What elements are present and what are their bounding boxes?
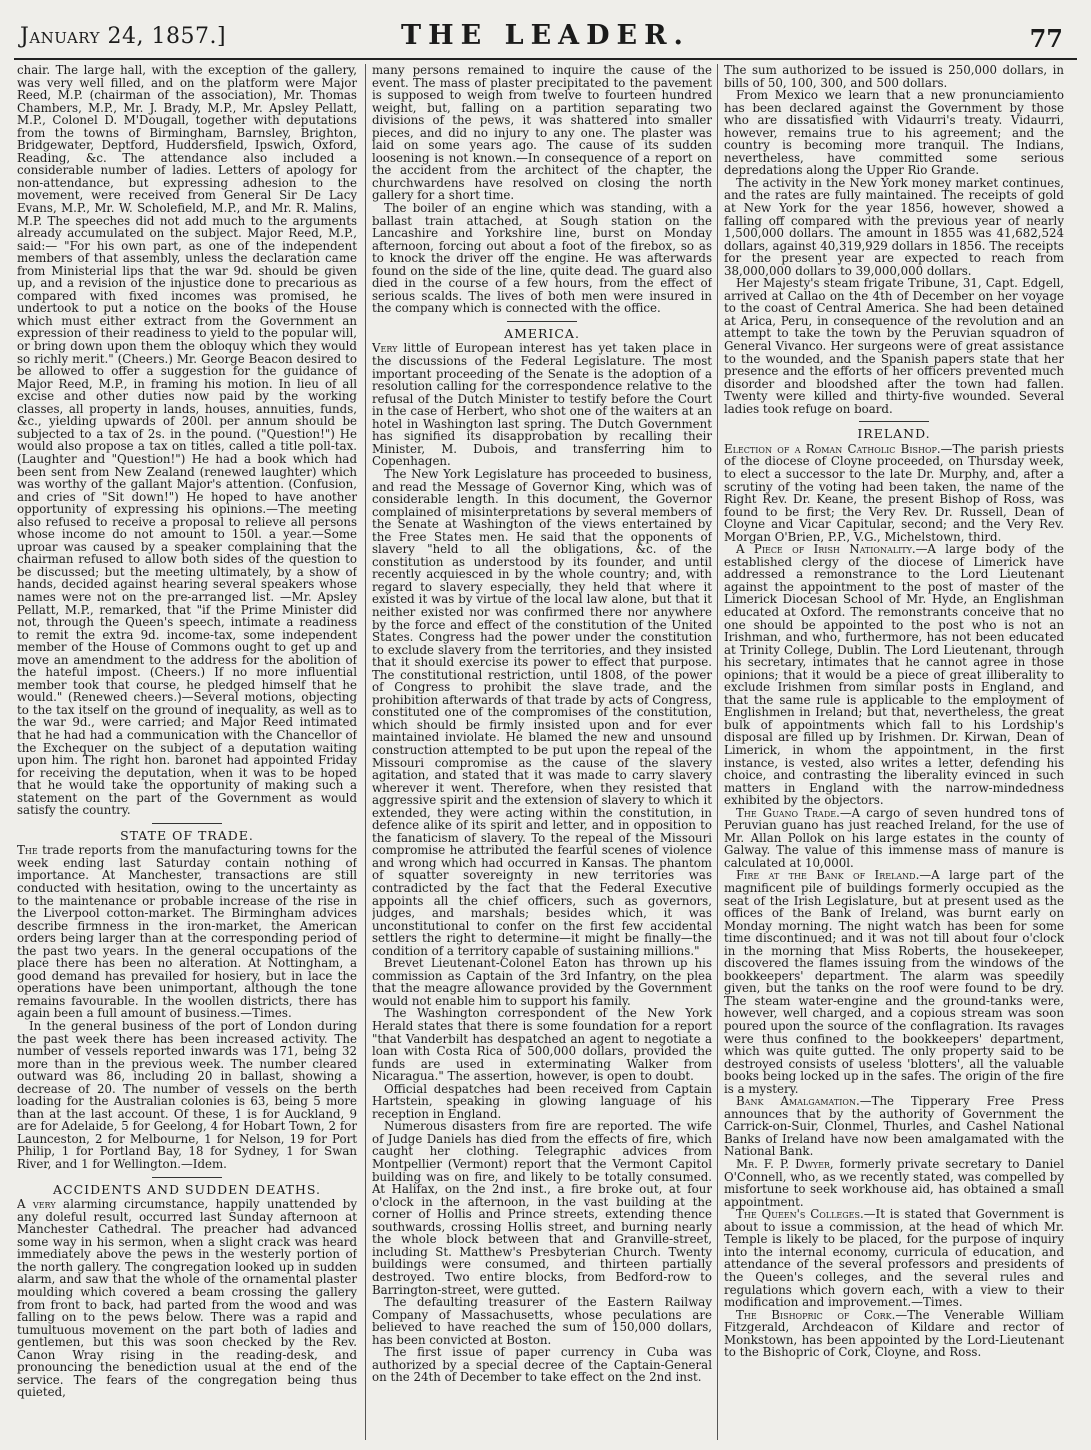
lead-words: Very bbox=[372, 341, 398, 356]
article-paragraph: In the general business of the port of London during the past week there has been increased activity. The number of vessels reported inwards was 171, being 32 more than in the previous week. The number cleared outward was 86, including 20 in ballast, showing a decrease of 20. The number of vessels on the berth loading for the Australian colonies is 63, being 5 more than at the last account. Of these, 1 is for Auckland, 9 are for Adelaide, 5 for Geelong, 4 for Hobart Town, 2 for Launceston, 2 for Melbourne, 1 for Nelson, 19 for Port Philip, 1 for Portland Bay, 18 for Sydney, 1 for Swan River, and 1 for Wellington.—Idem. bbox=[17, 1019, 357, 1172]
column-3 bbox=[724, 64, 1064, 1440]
column-1 bbox=[17, 64, 357, 1440]
article-paragraph bbox=[724, 807, 1064, 870]
article-paragraph bbox=[372, 342, 712, 467]
lead-words: A very bbox=[17, 1197, 56, 1212]
article-paragraph bbox=[724, 1095, 1064, 1158]
article-paragraph: The sum authorized to be issued is 250,000 dollars, in bills of 50, 100, 300, and 500 dollars. bbox=[724, 64, 1064, 90]
column-rule bbox=[717, 64, 718, 1440]
paragraph-heading: Bank Amalgamation. bbox=[736, 1094, 860, 1109]
column-rule bbox=[365, 64, 366, 1440]
paragraph-text: little of European interest has yet taken place in the discussions of the Federal Legislature. The most important proceeding of the Senate is the adoption of a resolution calling for the correspondence relative to the refusal of the Dutch Minister to testify before the Court in the case of Herbert, who shot one of the waiters at an hotel in Washington last spring. The Dutch Government has signified its disapprobation by recalling their Minister, M. Dubois, and transferring him to Copenhagen. bbox=[372, 341, 712, 469]
article-paragraph: The defaulting treasurer of the Eastern Railway Company of Massachusetts, whose peculations are believed to have reached the sum of 150,000 dollars, has been convicted at Boston. bbox=[372, 1295, 712, 1347]
paragraph-text: —The Venerable William Fitzgerald, Archdeacon of Kildare and rector of Monkstown, has been appointed by the Lord-Lieutenant to the Bishopric of Cork, Cloyne, and Ross. bbox=[724, 1307, 1064, 1360]
paragraph-text: —A large body of the established clergy of the diocese of Limerick have addressed a remonstrance to the Lord Lieutenant against the appointment to the post of master of the Limerick Diocesan School of Mr. Hyde, an Englishman educated at Oxford. The remonstrants conceive that no one should be appointed to the post who is not an Irishman, and who, furthermore, has not been educated at Trinity College, Dublin. The Lord Lieutenant, through his secretary, intimates that he cannot agree in those opinions; that it would be a piece of great illiberality to exclude Irishmen from similar posts in England, and that the same rule is applicable to the employment of Englishmen in Ireland; but that, nevertheless, the great bulk of appointments which fall to his Lordship's disposal are filled up by Irishmen. Dr. Kirwan, Dean of Limerick, in whom the appointment, in the first instance, is vested, also writes a letter, defending his choice, and contrasting the liberality evinced in such matters in England with the narrow-mindedness exhibited by the objectors. bbox=[724, 542, 1064, 808]
article-paragraph: many persons remained to inquire the cause of the event. The mass of plaster precipitated to the pavement is supposed to weigh from twelve to fourteen hundred weight, but, falling on a partition separating two divisions of the pews, it was shattered into smaller pieces, and did no injury to any one. The plaster was laid on some years ago. The cause of its sudden loosening is not known.—In consequence of a report on the accident from the architect of the chapter, the churchwardens have resolved on closing the north gallery for a short time. bbox=[372, 64, 712, 203]
paragraph-heading: Fire at the Bank of Ireland. bbox=[736, 868, 920, 883]
masthead bbox=[0, 0, 1091, 62]
section-heading-trade: STATE OF TRADE. bbox=[120, 827, 254, 843]
article-paragraph: Official despatches had been received from Captain Hartstein, speaking in glowing language of his reception in England. bbox=[372, 1081, 712, 1121]
paragraph-text: —It is stated that Government is about to issue a commission, at the head of which Mr. Temple is likely to be placed, for the purpose of inquiry into the internal economy, curricula of education, and attendance of the several professors and presidents of the Queen's colleges, and the several rules and regulations which govern each, with a view to their modification and improvement.—Times. bbox=[724, 1207, 1064, 1310]
article-paragraph: The first issue of paper currency in Cuba was authorized by a special decree of the Captain-General on the 24th of December to take effect on the 2nd inst. bbox=[372, 1345, 712, 1385]
article-paragraph bbox=[17, 1198, 357, 1399]
section-heading-ireland: IRELAND. bbox=[857, 426, 931, 442]
paragraph-text: —A cargo of seven hundred tons of Peruvian guano has just reached Ireland, for the use of Mr. Allan Pollok on his large estates in the county of Galway. The value of this immense mass of manure is calculated at 10,000l. bbox=[724, 805, 1064, 870]
article-paragraph bbox=[17, 844, 357, 1020]
section-divider bbox=[152, 1177, 222, 1178]
masthead-rule bbox=[14, 58, 1077, 60]
publication-title: THE LEADER. bbox=[401, 20, 690, 51]
paragraph-text: formerly private secretary to Daniel O'Connell, who, as we recently stated, was compelled by misfortune to seek workhouse aid, has obtained a small appointment. bbox=[724, 1157, 1064, 1209]
paragraph-text: —The parish priests of the diocese of Cloyne proceeded, on Thursday week, to elect a successor to the late Dr. Murphy, and, after a scrutiny of the voting had been taken, the name of the Right Rev. Dr. Keane, the present Bishop of Ross, was found to be first; the Very Rev. Dr. Russell, Dean of Cloyne and Vicar Capitular, second; and the Very Rev. Morgan O'Brien, P.P., V.G., Michelstown, third. bbox=[724, 441, 1064, 544]
lead-words: The bbox=[17, 843, 38, 858]
column-2 bbox=[372, 64, 712, 1440]
paragraph-heading: Mr. F. P. Dwyer, bbox=[736, 1157, 834, 1172]
article-paragraph bbox=[724, 869, 1064, 1095]
paragraph-text: trade reports from the manufacturing towns for the week ending last Saturday contain nothing of importance. At Manchester, transactions are still conducted with hesitation, owing to the uncertainty as to the maintenance or probable increase of the rise in the Liverpool cotton-market. The Birmingham advices describe firmness in the iron-market, the American orders being larger than at the corresponding period of the past two years. In the general occupations of the place there has been no alteration. At Nottingham, a good demand has prevailed for hosiery, but in lace the operations have been unimportant, although the tone remains favourable. In the woollen districts, there has again been a full amount of business.—Times. bbox=[17, 843, 357, 1021]
paragraph-heading: The Guano Trade. bbox=[736, 805, 840, 820]
section-heading-america: AMERICA. bbox=[504, 325, 580, 341]
article-paragraph: Brevet Lieutenant-Colonel Eaton has thrown up his commission as Captain of the 3rd Infantry, on the plea that the meagre allowance provided by the Government would not enable him to support his family. bbox=[372, 956, 712, 1008]
paragraph-text: —The Tipperary Free Press announces that by the authority of Government the Carrick-on-Suir, Clonmel, Thurles, and Cashel National Banks of Ireland have now been amalgamated with the National Bank. bbox=[724, 1094, 1064, 1159]
section-divider bbox=[507, 321, 577, 322]
article-paragraph: The New York Legislature has proceeded to business, and read the Message of Governor King, which was of considerable length. In this document, the Governor complained of misinterpretations by several members of the Senate at Washington of the views entertained by the Free States men. He said that the opponents of slavery "held to all the obligations, &c. of the constitution as understood by its founder, and until recently acquiesced in by the whole country; and, with regard to slavery especially, they held that where it existed it was by virtue of the local law alone, but that it neither existed nor was confirmed there nor anywhere by the force and effect of the constitution of the United States. Congress had the power under the constitution to exclude slavery from the territories, and they insisted that it should exercise its power to effect that purpose. The constitutional restriction, until 1808, of the power of Congress to prohibit the slave trade, and the prohibition afterwards of that trade by acts of Congress, constituted one of the compromises of the constitution, which should be firmly insisted upon and for ever maintained inviolate. He blamed the new and unsound construction attempted to be put upon the repeal of the Missouri compromise as the cause of the slavery agitation, and stated that it was made to carry slavery wherever it went. Therefore, when they resisted that aggressive spirit and the extension of slavery to which it extended, they were acting within the constitution, in defence alike of its spirit and letter, and in opposition to the fanaticism of slavery. To the repeal of the Missouri compromise he attributed the fearful scenes of violence and wrong which had occurred in Kansas. The phantom of squatter sovereignty in new territories was contradicted by the fact that the Federal Executive appoints all the chief officers, such as governors, judges, and marshals; besides which, it was unconstitutional to confer on the first few accidental settlers the right to determine—it might be finally—the condition of a territory capable of sustaining millions." bbox=[372, 466, 712, 958]
article-paragraph bbox=[724, 1208, 1064, 1308]
paragraph-heading: The Bishopric of Cork. bbox=[736, 1307, 896, 1322]
article-paragraph bbox=[724, 443, 1064, 543]
article-paragraph bbox=[724, 543, 1064, 806]
article-paragraph: chair. The large hall, with the exception of the gallery, was very well filled, and on the platform were Major Reed, M.P. (chairman of the association), Mr. Thomas Chambers, M.P., Mr. J. Brady, M.P., Mr. Apsley Pellatt, M.P., Colonel D. M'Dougall, together with deputations from the towns of Birmingham, Barnsley, Brighton, Bridgewater, Deptford, Huddersfield, Ipswich, Oxford, Reading, &c. The attendance also included a considerable number of ladies. Letters of apology for non-attendance, but expressing adhesion to the movement, were received from General Sir De Lacy Evans, M.P., Mr. W. Scholefield, M.P., and Mr. R. Malins, M.P. The speeches did not add much to the arguments already accumulated on the subject. Major Reed, M.P., said:— "For his own part, as one of the independent members of that assembly, unless the declaration came from Ministerial lips that the war 9d. should be given up, and a revision of the injustice done to precarious as compared with fixed incomes was promised, he undertook to put a notice on the books of the House which must either extract from the Government an expression of their readiness to yield to the popular will, or bring down upon them the obloquy which they would so richly merit." (Cheers.) Mr. George Beacon desired to be allowed to offer a suggestion for the guidance of Major Reed, M.P., in framing his motion. In lieu of all excise and other duties now paid by the working classes, all property in lands, houses, annuities, funds, &c., yielding upwards of 200l. per annum should be subjected to a tax of 2s. in the pound. ("Question!") He would also propose a tax on titles, called a title poll-tax. (Laughter and "Question!") He had a book which had been sent from New Zealand (renewed laughter) which was worthy of the gallant Major's attention. (Confusion, and cries of "Sit down!") He hoped to have another opportunity of expressing his opinions.—The meeting also refused to receive a proposal to relieve all persons whose income do not amount to 150l. a year.—Some uproar was caused by a speaker complaining that the chairman refused to allow both sides of the question to be discussed; but the meeting ultimately, by a show of hands, decided against hearing several speakers whose names were not on the pre-arranged list. —Mr. Apsley Pellatt, M.P., remarked, that "if the Prime Minister did not, through the Queen's speech, intimate a readiness to remit the extra 9d. income-tax, some independent member of the House of Commons ought to get up and move an amendment to the address for the abolition of the hateful impost. (Cheers.) If no more influential member took that course, he pledged himself that he would." (Renewed cheers.)—Several motions, objecting to the tax itself on the ground of inequality, as well as to the war 9d., were carried; and Major Reed intimated that he had had a communication with the Chancellor of the Exchequer on the subject of a deputation waiting upon him. The right hon. baronet had appointed Friday for receiving the deputation, when it was to be hoped that he would take the opportunity of making such a statement on the part of the Government as would satisfy the country. bbox=[17, 64, 357, 818]
article-paragraph: The boiler of an engine which was standing, with a ballast train attached, at Sough station on the Lancashire and Yorkshire line, burst on Monday afternoon, forcing out about a foot of the firebox, so as to knock the driver off the engine. He was afterwards found on the side of the line, quite dead. The guard also died in the course of a few hours, from the effect of serious scalds. The lives of both men were insured in the company which is connected with the office. bbox=[372, 201, 712, 316]
paragraph-text: —A large part of the magnificent pile of buildings formerly occupied as the seat of the Irish Legislature, but at present used as the offices of the Bank of Ireland, was burnt early on Monday morning. The night watch has been for some time discontinued; and it was not till about four o'clock in the morning that Miss Roberts, the housekeeper, discovered the flames issuing from the windows of the bookkeepers' department. The alarm was speedily given, but the tanks on the roof were found to be dry. The steam water-engine and the ground-tanks were, however, well charged, and a copious stream was soon poured upon the source of the conflagration. Its ravages were thus confined to the bookkeepers' department, which was quite gutted. The only property said to be destroyed consists of useless 'blotters', all the valuable books being locked up in the safes. The origin of the fire is a mystery. bbox=[724, 868, 1064, 1096]
issue-date: January 24, 1857.] bbox=[20, 24, 227, 49]
paragraph-heading: Election of a Roman Catholic Bishop. bbox=[724, 441, 941, 456]
section-heading-accidents: ACCIDENTS AND SUDDEN DEATHS. bbox=[52, 1181, 321, 1197]
article-paragraph: Her Majesty's steam frigate Tribune, 31, Capt. Edgell, arrived at Callao on the 4th of December on her voyage to the coast of Central America. She had been detained at Arica, Peru, in consequence of the revolution and an attempt to take the town by the Peruvian squadron of General Vivanco. Her surgeons were of great assistance to the wounded, and the Spanish papers state that her presence and the efforts of her officers prevented much disorder and bloodshed after the town had fallen. Twenty were killed and thirty-five wounded. Several ladies took refuge on board. bbox=[724, 276, 1064, 416]
article-paragraph: Numerous disasters from fire are reported. The wife of Judge Daniels has died from the effects of fire, which caught her clothing. Telegraphic advices from Montpellier (Vermont) report that the Vermont Capitol building was on fire, and likely to be totally consumed. At Halifax, on the 2nd inst., a fire broke out, at four o'clock in the afternoon, in the vast building at the corner of Hollis and Prince streets, extending thence southwards, crossing Hollis street, and burning nearly the whole block between that and Granville-street, including St. Matthew's Presbyterian Church. Twenty buildings were consumed, and thirteen partially destroyed. Two entire blocks, from Bedford-row to Barrington-street, were gutted. bbox=[372, 1119, 712, 1297]
paragraph-heading: A Piece of Irish Nationality. bbox=[736, 542, 916, 557]
article-paragraph: The activity in the New York money market continues, and the rates are fully maintained. The receipts of gold at New York for the year 1856, however, showed a falling off compared with the previous year of nearly 1,500,000 dollars. The amount in 1855 was 41,682,524 dollars, against 40,319,929 dollars in 1856. The receipts for the present year are expected to reach from 38,000,000 dollars to 39,000,000 dollars. bbox=[724, 175, 1064, 278]
section-divider bbox=[152, 823, 222, 824]
article-paragraph bbox=[724, 1158, 1064, 1208]
page-number: 77 bbox=[1029, 24, 1063, 53]
paragraph-text: alarming circumstance, happily unattended by any doleful result, occurred last Sunday afternoon at Manchester Cathedral. The preacher had advanced some way in his sermon, when a slight crack was heard immediately above the pews in the westerly portion of the north gallery. The congregation looked up in sudden alarm, and saw that the whole of the ornamental plaster moulding which covered a beam crossing the gallery from front to back, had parted from the wood and was falling on to the pews below. There was a rapid and tumultuous movement on the part both of ladies and gentlemen, but this was soon checked by the Rev. Canon Wray rising in the reading-desk, and pronouncing the benediction usual at the end of the service. The fears of the congregation being thus quieted, bbox=[17, 1197, 357, 1400]
paragraph-heading: The Queen's Colleges. bbox=[736, 1207, 864, 1222]
article-paragraph: The Washington correspondent of the New York Herald states that there is some foundation for a report "that Vanderbilt has despatched an agent to negotiate a loan with Costa Rica of 500,000 dollars, provided the funds are used in exterminating Walker from Nicaragua." The assertion, however, is open to doubt. bbox=[372, 1006, 712, 1084]
article-paragraph bbox=[724, 1309, 1064, 1359]
article-paragraph: From Mexico we learn that a new pronunciamiento has been declared against the Government by those who are dissatisfied with Vidaurri's treaty. Vidaurri, however, remains true to his agreement; and the country is becoming more tranquil. The Indians, nevertheless, have committed some serious depredations along the Upper Rio Grande. bbox=[724, 88, 1064, 178]
section-divider bbox=[859, 421, 929, 422]
